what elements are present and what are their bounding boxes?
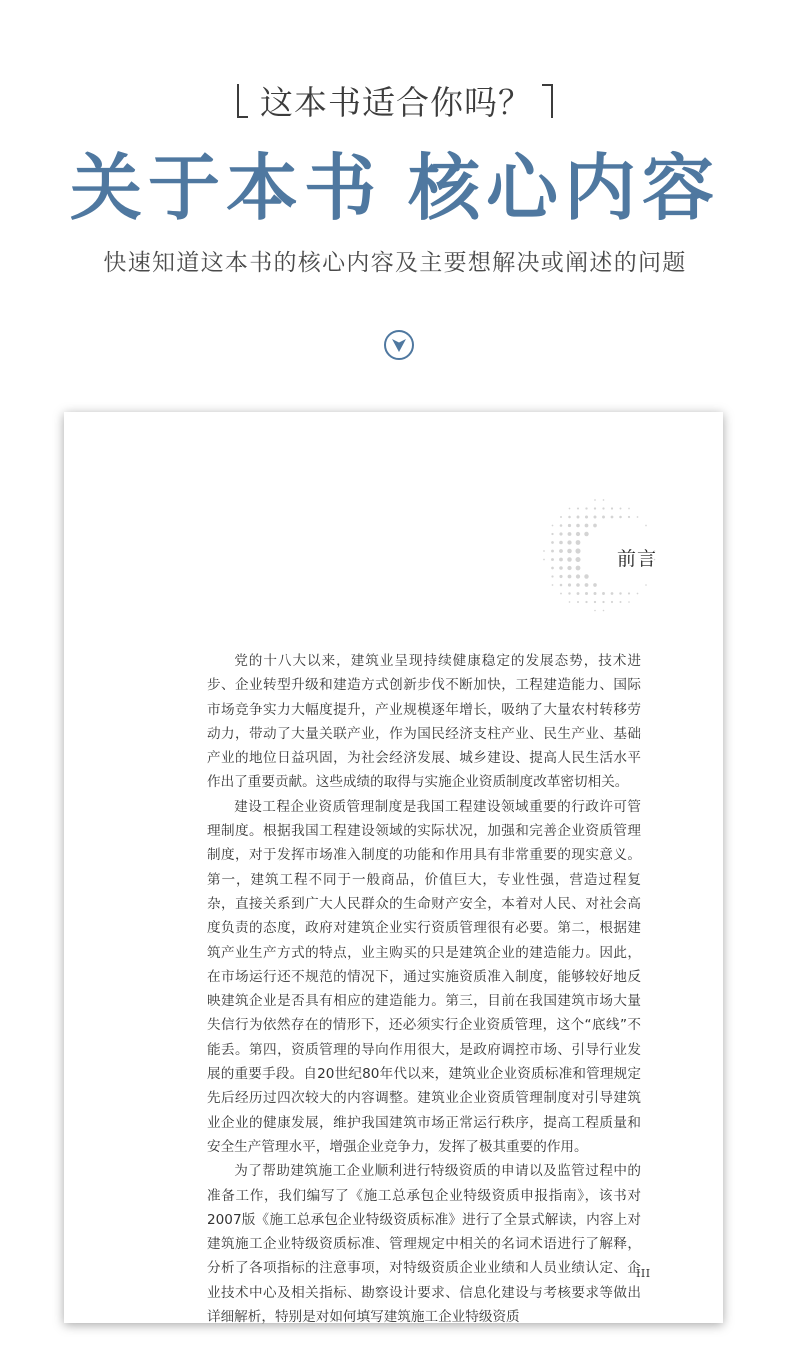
book-page [64,412,723,1326]
scroll-down-button[interactable] [384,330,414,360]
paragraph: 建设工程企业资质管理制度是我国工程建设领域重要的行政许可管理制度。根据我国工程建设领域的实际状况，加强和完善企业资质管理制度，对于发挥市场准入制度的功能和作用具有非常重要的现实意义。第一，建筑工程不同于一般商品，价值巨大，专业性强，营造过程复杂，直接关系到广大人民群众的生命财产安全，本着对人民、对社会高度负责的态度，政府对建筑企业实行资质管理很有必要。第二，根据建筑产业生产方式的特点，业主购买的只是建筑企业的建造能力。因此，在市场运行还不规范的情况下，通过实施资质准入制度，能够较好地反映建筑企业是否具有相应的建造能力。第三，目前在我国建筑市场大量失信行为依然存在的情形下，还必须实行企业资质管理，这个“底线”不能丢。第四，资质管理的导向作用很大，是政府调控市场、引导行业发展的重要手段。自20世纪80年代以来，建筑业企业资质标准和管理规定先后经历过四次较大的内容调整。建筑业企业资质管理制度对引导建筑业企业的健康发展，维护我国建筑市场正常运行秩序，提高工程质量和安全生产管理水平，增强企业竞争力，发挥了极其重要的作用。 [207,798,641,1155]
title-part-core-content: 核心内容 [408,145,721,230]
chevron-down-icon [390,336,408,354]
preface-body [207,649,641,1329]
section-title: 前言 [617,548,658,570]
page-number: III [636,1267,651,1280]
paragraph: 党的十八大以来，建筑业呈现持续健康稳定的发展态势，技术进步、企业转型升级和建造方式创新步伐不断加快，工程建造能力、国际市场竞争实力大幅度提升，产业规模逐年增长，吸纳了大量农村转移劳动力，带动了大量关联产业，作为国民经济支柱产业、民生产业、基础产业的地位日益巩固，为社会经济发展、城乡建设、提高人民生活水平作出了重要贡献。这些成绩的取得与实施企业资质制度改革密切相关。 [207,653,641,791]
question-heading [0,78,790,128]
question-text: 这本书适合你吗？ [260,83,532,122]
paragraph: 为了帮助建筑施工企业顺利进行特级资质的申请以及监管过程中的准备工作，我们编写了《施工总承包企业特级资质申报指南》，该书对2007版《施工总承包企业特级资质标准》进行了全景式解读，内容上对建筑施工企业特级资质标准、管理规定中相关的名词术语进行了解释，分析了各项指标的注意事项，对特级资质企业业绩和人员业绩认定、企业技术中心及相关指标、勘察设计要求、信息化建设与考核要求等做出详细解析，特别是对如何填写建筑施工企业特级资质 [207,1163,641,1326]
page-title [0,146,790,230]
bracket-left-icon [237,84,248,118]
subtitle: 快速知道这本书的核心内容及主要想解决或阐述的问题 [103,250,687,276]
bracket-right-icon [542,84,553,118]
title-part-about-book: 关于本书 [69,145,382,230]
